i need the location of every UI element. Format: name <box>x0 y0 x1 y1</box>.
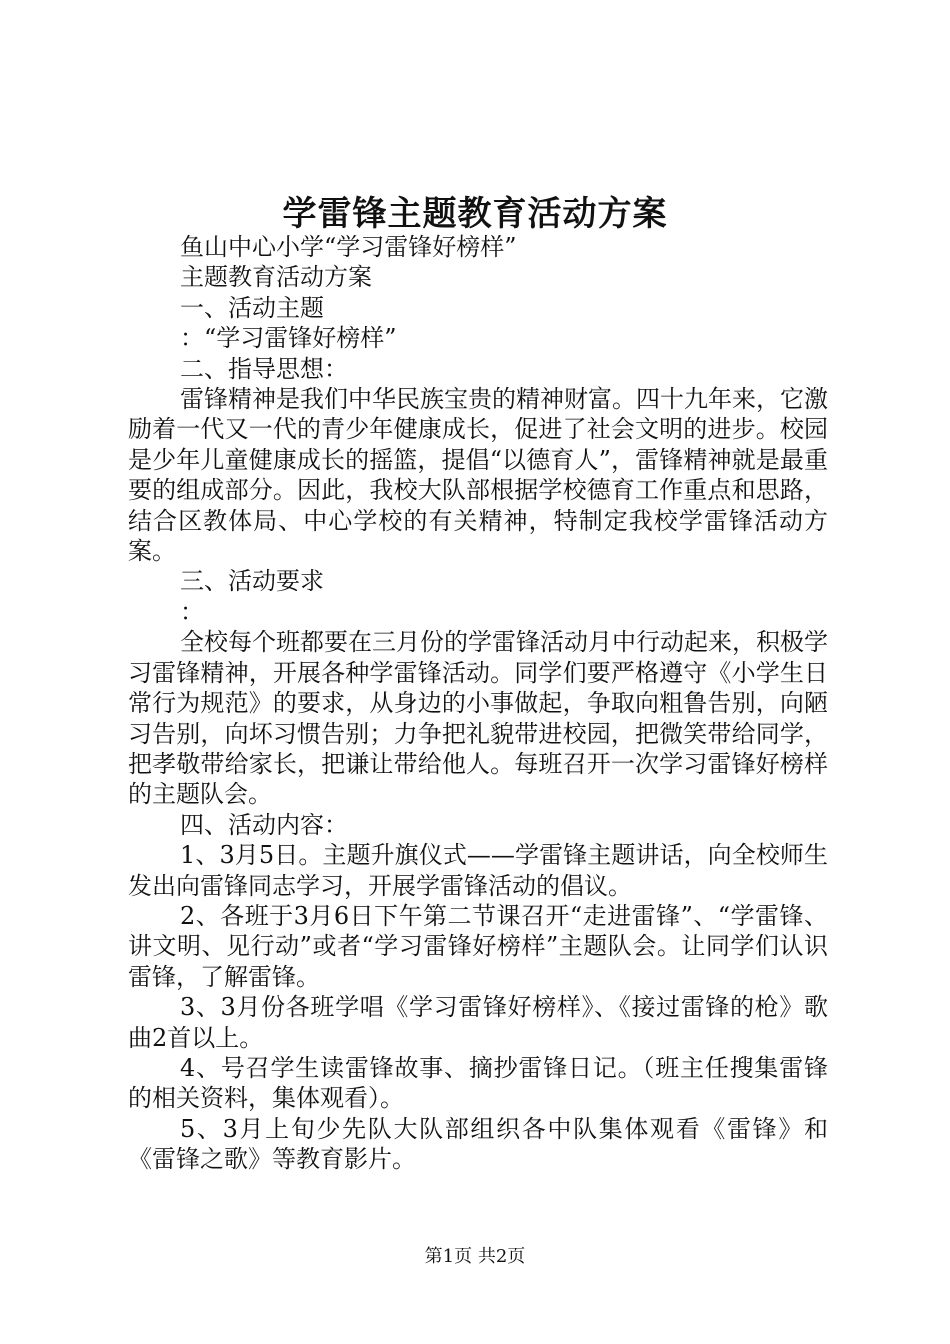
page-number: 第1页 共2页 <box>424 1246 526 1267</box>
section-heading: 三、活动要求 <box>180 567 324 596</box>
paragraph: 鱼山中心小学“学习雷锋好榜样” <box>180 233 517 261</box>
paragraph: 雷锋精神是我们中华民族宝贵的精神财富。四十九年来，它激励着一代又一代的青少年健康成长，促进了社会文明的进步。校园是少年儿童健康成长的摇篮，提倡“以德育人”，雷锋精神就是最重要的组成部分。因此，我校大队部根据学校德育工作重点和思路，结合区教体局、中心学校的有关精神，特制定我校学雷锋活动方案。 <box>128 385 828 566</box>
list-item: 1、3月5日。主题升旗仪式——学雷锋主题讲话，向全校师生发出向雷锋同志学习，开展学雷锋活动的倡议。 <box>128 841 828 900</box>
paragraph: 全校每个班都要在三月份的学雷锋活动月中行动起来，积极学习雷锋精神，开展各种学雷锋活动。同学们要严格遵守《小学生日常行为规范》的要求，从身边的小事做起，争取向粗鲁告别，向陋习告别，向坏习惯告别；力争把礼貌带进校园，把微笑带给同学，把孝敬带给家长，把谦让带给他人。每班召开一次学习雷锋好榜样的主题队会。 <box>128 628 828 809</box>
section-heading: 四、活动内容： <box>180 810 348 839</box>
list-item: 5、3月上旬少先队大队部组织各中队集体观看《雷锋》和《雷锋之歌》等教育影片。 <box>128 1114 828 1174</box>
section-heading: 二、指导思想： <box>180 354 348 383</box>
document-title: 学雷锋主题教育活动方案 <box>282 194 668 234</box>
list-item: 4、号召学生读雷锋故事、摘抄雷锋日记。（班主任搜集雷锋的相关资料，集体观看）。 <box>128 1053 828 1113</box>
document-body <box>128 232 828 1175</box>
paragraph: 主题教育活动方案 <box>180 263 372 292</box>
list-item: 2、各班于3月6日下午第二节课召开“走进雷锋”、“学雷锋、讲文明、见行动”或者“学习雷锋好榜样”主题队会。让同学们认识雷锋，了解雷锋。 <box>128 901 828 991</box>
paragraph: ：“学习雷锋好榜样” <box>180 324 397 353</box>
list-item: 3、3月份各班学唱《学习雷锋好榜样》、《接过雷锋的枪》歌曲2首以上。 <box>128 993 828 1052</box>
section-heading: 一、活动主题 <box>180 293 324 322</box>
paragraph: ： <box>180 597 204 626</box>
